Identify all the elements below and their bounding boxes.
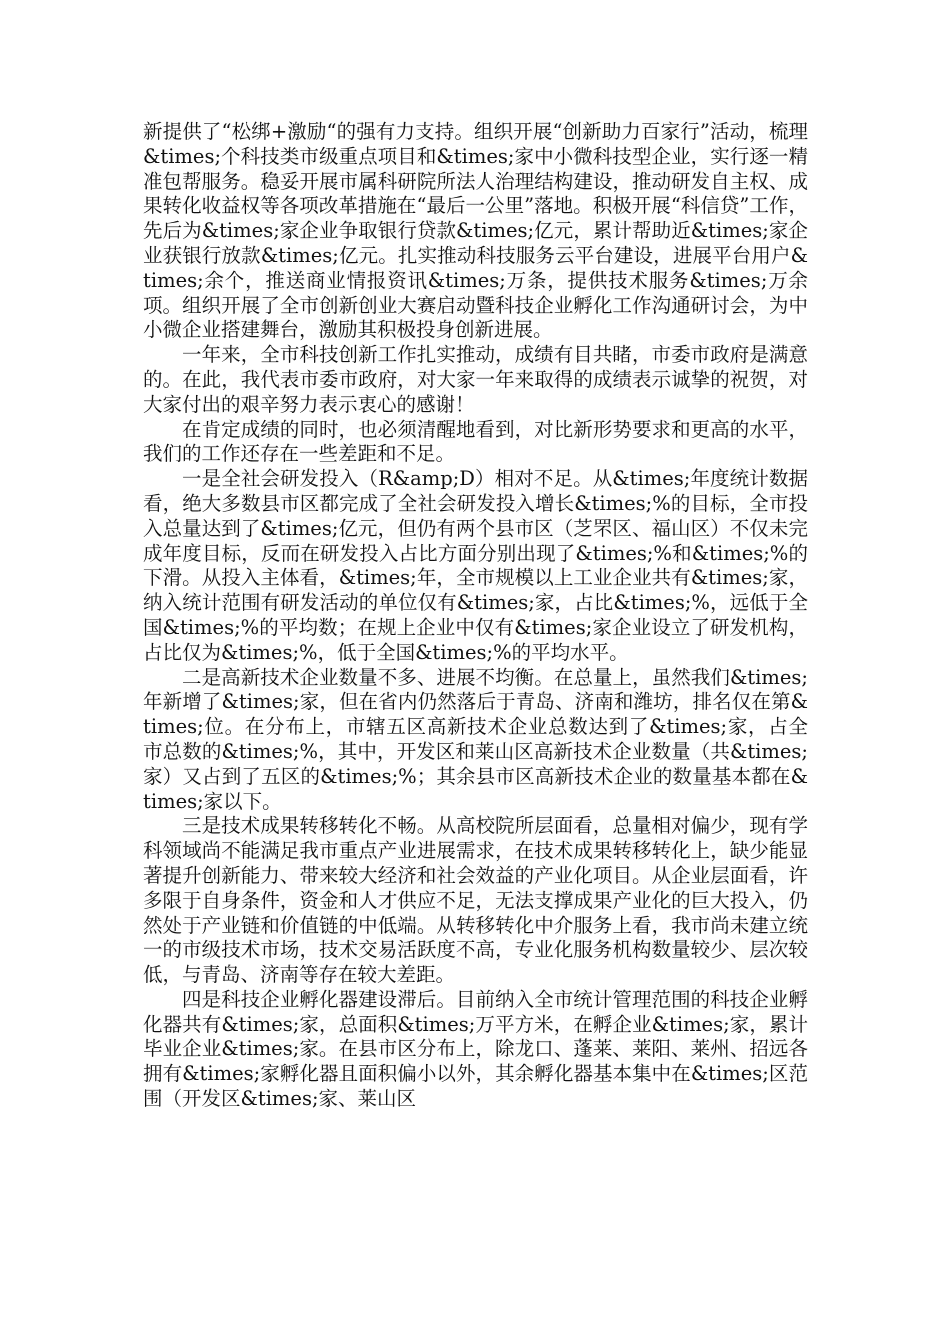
paragraph-7: 四是科技企业孵化器建设滞后。目前纳入全市统计管理范围的科技企业孵化器共有&times;家，总面积&times;万平方米，在孵企业&times;家，累计毕业企业&times;家。在县市区分布上，除龙口、蓬莱、莱阳、莱州、招远各拥有&times;家孵化器且面积偏小以外，其余孵化器基本集中在&times;区范围（开发区&times;家、莱山区 xyxy=(143,987,808,1111)
document-body xyxy=(143,120,808,1112)
paragraph-5: 二是高新技术企业数量不多、进展不均衡。在总量上，虽然我们&times;年新增了&times;家，但在省内仍然落后于青岛、济南和潍坊，排名仅在第&times;位。在分布上，市辖五区高新技术企业总数达到了&times;家，占全市总数的&times;%，其中，开发区和莱山区高新技术企业数量（共&times;家）又占到了五区的&times;%；其余县市区高新技术企业的数量基本都在&times;家以下。 xyxy=(143,665,808,813)
paragraph-1: 新提供了“松绑+激励“的强有力支持。组织开展“创新助力百家行”活动，梳理&times;个科技类市级重点项目和&times;家中小微科技型企业，实行逐一精准包帮服务。稳妥开展市属科研院所法人治理结构建设，推动研发自主权、成果转化收益权等各项改革措施在“最后一公里”落地。积极开展“科信贷”工作，先后为&times;家企业争取银行贷款&times;亿元，累计帮助近&times;家企业获银行放款&times;亿元。扎实推动科技服务云平台建设，进展平台用户&times;余个，推送商业情报资讯&times;万条，提供技术服务&times;万余项。组织开展了全市创新创业大赛启动暨科技企业孵化工作沟通研讨会，为中小微企业搭建舞台，激励其积极投身创新进展。 xyxy=(143,120,808,342)
paragraph-4: 一是全社会研发投入（R&amp;D）相对不足。从&times;年度统计数据看，绝大多数县市区都完成了全社会研发投入增长&times;%的目标，全市投入总量达到了&times;亿元，但仍有两个县市区（芝罘区、福山区）不仅未完成年度目标，反而在研发投入占比方面分别出现了&times;%和&times;%的下滑。从投入主体看，&times;年，全市规模以上工业企业共有&times;家，纳入统计范围有研发活动的单位仅有&times;家，占比&times;%，远低于全国&times;%的平均数；在规上企业中仅有&times;家企业设立了研发机构，占比仅为&times;%，低于全国&times;%的平均水平。 xyxy=(143,467,808,664)
paragraph-3: 在肯定成绩的同时，也必须清醒地看到，对比新形势要求和更高的水平，我们的工作还存在一些差距和不足。 xyxy=(143,417,808,466)
paragraph-2: 一年来，全市科技创新工作扎实推动，成绩有目共睹，市委市政府是满意的。在此，我代表市委市政府，对大家一年来取得的成绩表示诚挚的祝贺，对大家付出的艰辛努力表示衷心的感谢！ xyxy=(143,343,808,416)
paragraph-6: 三是技术成果转移转化不畅。从高校院所层面看，总量相对偏少，现有学科领域尚不能满足我市重点产业进展需求，在技术成果转移转化上，缺少能显著提升创新能力、带来较大经济和社会效益的产业化项目。从企业层面看，许多限于自身条件，资金和人才供应不足，无法支撑成果产业化的巨大投入，仍然处于产业链和价值链的中低端。从转移转化中介服务上看，我市尚未建立统一的市级技术市场，技术交易活跃度不高，专业化服务机构数量较少、层次较低，与青岛、济南等存在较大差距。 xyxy=(143,814,808,987)
